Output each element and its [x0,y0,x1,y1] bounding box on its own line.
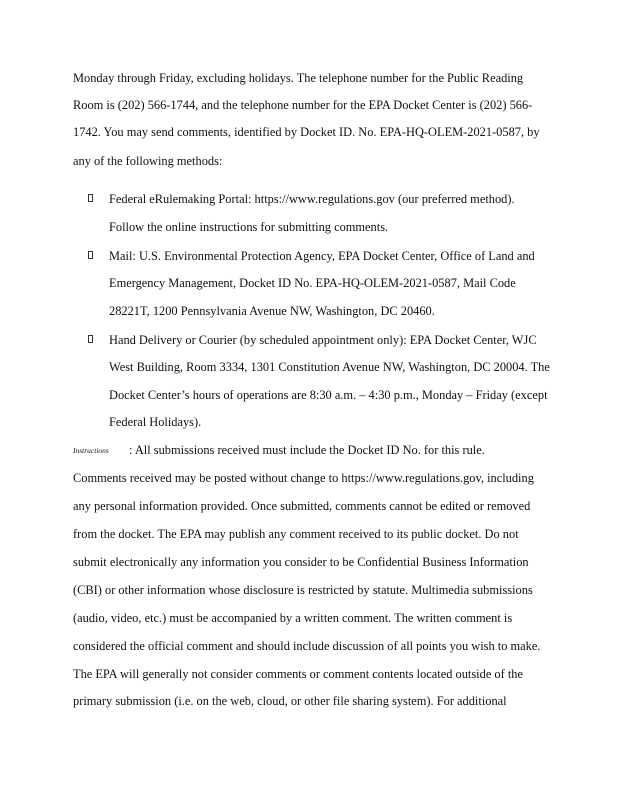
instructions-line: any personal information provided. Once submitted, comments cannot be edited or removed [73,499,531,513]
bullet-icon [88,194,93,204]
method-line: Federal Holidays). [109,415,202,429]
instructions-line: primary submission (i.e. on the web, cloud, or other file sharing system). For additional [73,694,507,708]
method-line: Hand Delivery or Courier (by scheduled appointment only): EPA Docket Center, WJC [109,333,537,347]
method-line: Docket Center’s hours of operations are 8:30 a.m. – 4:30 p.m., Monday – Friday (except [109,388,548,402]
instructions-line-1: : All submissions received must include the Docket ID No. for this rule. [129,443,485,457]
instructions-line: submit electronically any information you consider to be Confidential Business Information [73,555,529,569]
bullet-icon [88,335,93,345]
instructions-label: Instructions [73,446,109,455]
method-line: Federal eRulemaking Portal: https://www.regulations.gov (our preferred method). [109,192,515,206]
method-line: 28221T, 1200 Pennsylvania Avenue NW, Washington, DC 20460. [109,304,435,318]
method-line: Follow the online instructions for submitting comments. [109,220,389,234]
method-line: Emergency Management, Docket ID No. EPA-HQ-OLEM-2021-0587, Mail Code [109,276,516,290]
instructions-line: (CBI) or other information whose disclosure is restricted by statute. Multimedia submissions [73,583,533,597]
bullet-icon [88,251,93,261]
intro-line-2: Room is (202) 566-1744, and the telephone number for the EPA Docket Center is (202) 566- [73,98,533,112]
instructions-line: The EPA will generally not consider comments or comment contents located outside of the [73,667,523,681]
intro-line-1: Monday through Friday, excluding holidays. The telephone number for the Public Reading [73,71,524,85]
intro-line-4: any of the following methods: [73,154,223,168]
instructions-line: from the docket. The EPA may publish any comment received to its public docket. Do not [73,527,519,541]
instructions-line: considered the official comment and should include discussion of all points you wish to make. [73,639,541,653]
method-line: Mail: U.S. Environmental Protection Agency, EPA Docket Center, Office of Land and [109,249,535,263]
method-line: West Building, Room 3334, 1301 Constitution Avenue NW, Washington, DC 20004. The [109,360,550,374]
instructions-line: (audio, video, etc.) must be accompanied by a written comment. The written comment is [73,611,513,625]
instructions-line: Comments received may be posted without change to https://www.regulations.gov, including [73,471,534,485]
intro-line-3: 1742. You may send comments, identified by Docket ID. No. EPA-HQ-OLEM-2021-0587, by [73,125,540,139]
